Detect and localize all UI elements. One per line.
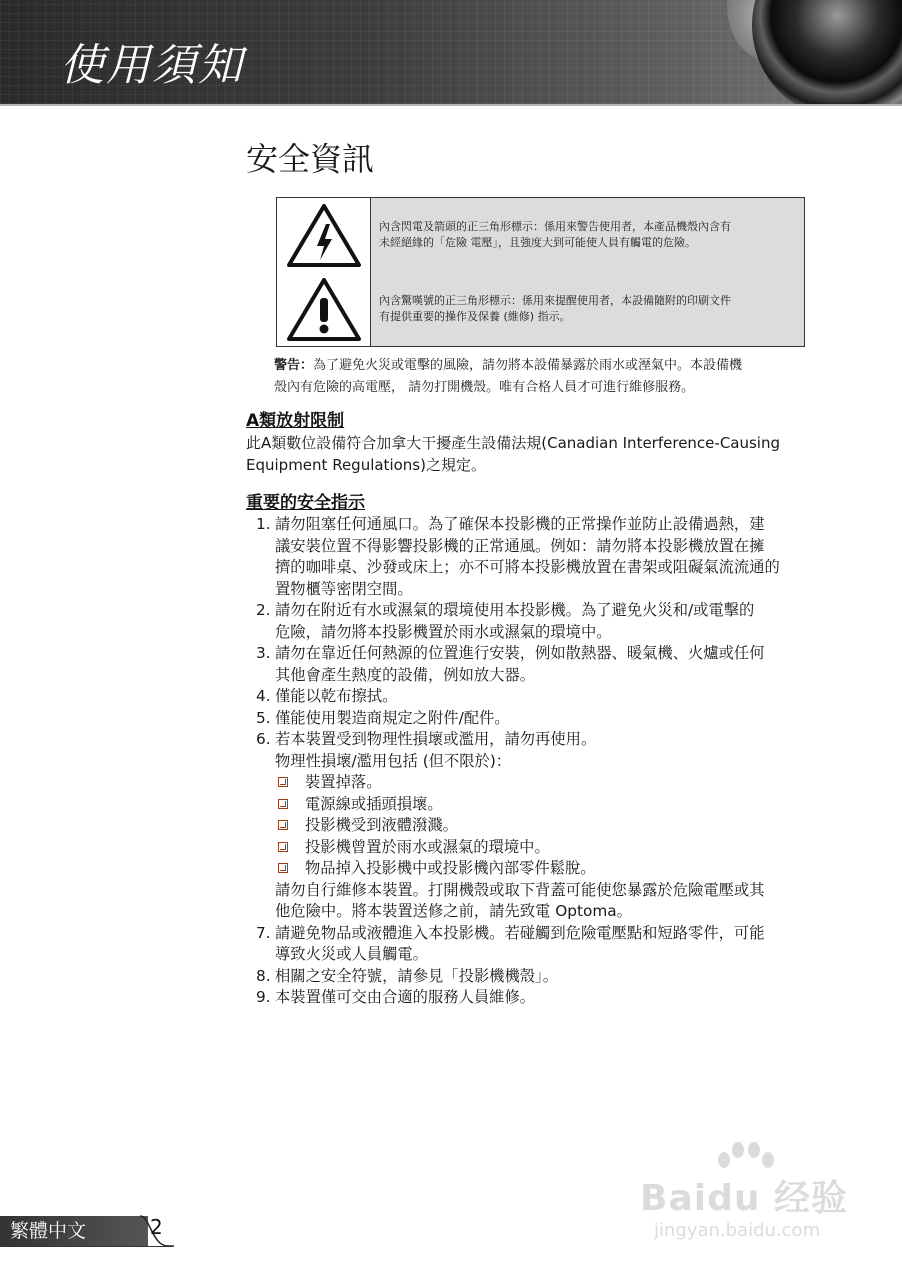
warning-label: 警告： <box>274 358 314 373</box>
bullet-item <box>246 858 826 880</box>
item-line: 置物櫃等密閉空間。 <box>275 579 413 598</box>
item-line: 請避免物品或液體進入本投影機。若碰觸到危險電壓點和短路零件，可能 <box>275 923 765 942</box>
list-item <box>246 729 826 751</box>
symbol-desc-line: 有提供重要的操作及保養 (維修) 指示。 <box>379 310 571 323</box>
page-number: 2 <box>150 1215 163 1239</box>
baidu-watermark <box>640 1140 870 1250</box>
item-line: 若本裝置受到物理性損壞或濫用，請勿再使用。 <box>275 730 597 748</box>
item-line: 議安裝位置不得影響投影機的正常通風。例如：請勿將本投影機放置在擁 <box>275 536 765 555</box>
class-a-body <box>246 432 826 476</box>
item-6-note <box>246 880 826 923</box>
list-item <box>246 514 826 600</box>
symbol-row-lightning <box>277 198 804 273</box>
bullet-item <box>246 815 826 837</box>
note-line: 他危險中。將本裝置送修之前，請先致電 Optoma。 <box>275 902 632 920</box>
item-number: 2. <box>256 601 271 619</box>
item-number: 9. <box>256 988 271 1006</box>
bullet-text: 物品掉入投影機中或投影機內部零件鬆脫。 <box>305 859 596 877</box>
watermark-url: jingyan.baidu.com <box>654 1220 821 1241</box>
symbol-row-exclamation <box>277 272 804 346</box>
symbol-description <box>371 198 804 272</box>
bullet-text: 投影機曾置於雨水或濕氣的環境中。 <box>305 837 550 856</box>
footer-language: 繁體中文 <box>10 1220 87 1242</box>
bullet-item <box>246 772 826 794</box>
item-number: 5. <box>256 708 271 727</box>
symbol-description <box>371 272 804 346</box>
list-item <box>246 643 826 686</box>
bullet-text: 投影機受到液體潑濺。 <box>305 816 458 834</box>
class-a-line: Equipment Regulations)之規定。 <box>246 456 486 474</box>
checkbox-bullet-icon <box>278 820 288 830</box>
footer-rule <box>0 1246 172 1247</box>
bullet-text: 電源線或插頭損壞。 <box>305 794 443 813</box>
list-item <box>246 708 826 730</box>
item-line: 本裝置僅可交由合適的服務人員維修。 <box>275 988 536 1006</box>
warning-text: 殼內有危險的高電壓， 請勿打開機殼。唯有合格人員才可進行維修服務。 <box>274 380 695 395</box>
checkbox-bullet-icon <box>278 863 288 873</box>
projector-lens-image <box>752 0 902 104</box>
instructions-title: 重要的安全指示 <box>246 493 365 513</box>
item-number: 6. <box>256 730 271 748</box>
item-line: 擠的咖啡桌、沙發或床上；亦不可將本投影機放置在書架或阻礙氣流流通的 <box>275 558 780 576</box>
item-line: 僅能使用製造商規定之附件/配件。 <box>275 708 510 727</box>
class-a-title: A類放射限制 <box>246 411 345 431</box>
list-item <box>246 923 826 966</box>
lightning-warning-icon <box>286 202 362 268</box>
symbol-desc-line: 內含閃電及箭頭的正三角形標示：係用來警告使用者，本產品機殼內含有 <box>379 220 731 233</box>
exclamation-warning-icon <box>286 276 362 342</box>
list-item <box>246 966 826 988</box>
item-6-subheading: 物理性損壞/濫用包括 (但不限於)： <box>275 751 512 770</box>
section-title: 使用須知 <box>60 40 244 91</box>
item-line: 請勿在靠近任何熱源的位置進行安裝，例如散熱器、暖氣機、火爐或任何 <box>275 644 765 662</box>
item-line: 相關之安全符號，請參見「投影機機殼」。 <box>275 966 558 985</box>
list-item <box>246 987 826 1009</box>
item-number: 7. <box>256 923 271 942</box>
item-line: 其他會產生熱度的設備，例如放大器。 <box>275 665 536 684</box>
bullet-item <box>246 794 826 816</box>
item-number: 1. <box>256 515 271 533</box>
list-item <box>246 686 826 708</box>
item-line: 危險，請勿將本投影機置於雨水或濕氣的環境中。 <box>275 622 612 641</box>
checkbox-bullet-icon <box>278 842 288 852</box>
item-number: 8. <box>256 966 271 985</box>
instructions-list <box>246 514 826 1009</box>
checkbox-bullet-icon <box>278 799 288 809</box>
header-banner <box>0 0 902 104</box>
watermark-brand: Baidu 经验 <box>640 1178 849 1219</box>
checkbox-bullet-icon <box>278 777 288 787</box>
warning-paragraph <box>274 355 822 399</box>
note-line: 請勿自行維修本裝置。打開機殼或取下背蓋可能使您暴露於危險電壓或其 <box>275 880 765 899</box>
symbol-desc-line: 未經絕緣的「危險 電壓」，且強度大到可能使人員有觸電的危險。 <box>379 236 696 249</box>
safety-symbols-table <box>276 197 805 347</box>
class-a-line: 此A類數位設備符合加拿大干擾產生設備法規(Canadian Interference-Causing <box>246 434 780 452</box>
list-item <box>246 600 826 643</box>
item-line: 請勿阻塞任何通風口。為了確保本投影機的正常操作並防止設備過熱，建 <box>275 515 765 533</box>
bullet-item <box>246 837 826 859</box>
main-content <box>246 135 821 1006</box>
symbol-icon-cell <box>277 272 371 346</box>
item-line: 導致火災或人員觸電。 <box>275 945 428 963</box>
item-line: 僅能以乾布擦拭。 <box>275 687 398 705</box>
symbol-desc-line: 內含驚嘆號的正三角形標示：係用來提醒使用者，本設備隨附的印刷文件 <box>379 294 731 307</box>
page-heading: 安全資訊 <box>246 140 375 178</box>
item-number: 4. <box>256 687 271 705</box>
header-divider <box>0 104 902 106</box>
warning-text: 為了避免火災或電擊的風險，請勿將本設備暴露於雨水或溼氣中。本設備機 <box>313 358 743 373</box>
symbol-icon-cell <box>277 198 371 272</box>
bullet-text: 裝置掉落。 <box>305 773 382 791</box>
item-line: 請勿在附近有水或濕氣的環境使用本投影機。為了避免火災和/或電擊的 <box>275 601 755 619</box>
item-number: 3. <box>256 644 271 662</box>
